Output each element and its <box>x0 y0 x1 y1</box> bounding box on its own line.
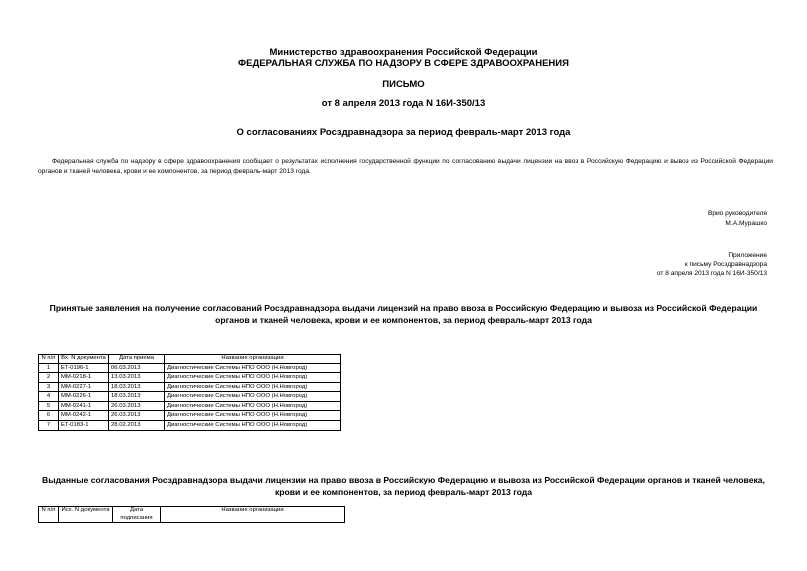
cell-doc: ET-0183-1 <box>59 421 109 431</box>
doc-type: ПИСЬМО <box>382 79 425 90</box>
cell-number: 2 <box>39 373 59 383</box>
col-header-doc-in: Вх. N документа <box>59 355 109 364</box>
col-header-org: Название организации <box>165 355 341 364</box>
cell-org: Диагностические Системы НПО ООО (Н.Новгород) <box>165 401 341 411</box>
body-paragraph: Федеральная служба по надзору в сфере здравоохранения сообщает о результатах исполнения государственной функции по согласованию выдачи лицензии на ввоз в Российскую Федерацию и вывоз из Российской Федерации органов и тканей человека, крови и ее компонентов, за период февраль-март 2013 года. <box>38 158 773 175</box>
appendix-label: Приложение <box>728 252 767 259</box>
table-row <box>39 411 341 421</box>
cell-doc: MM-0227-1 <box>59 382 109 392</box>
table-header-row <box>39 355 341 364</box>
cell-org: Диагностические Системы НПО ООО (Н.Новгород) <box>165 373 341 383</box>
cell-number: 6 <box>39 411 59 421</box>
cell-org: Диагностические Системы НПО ООО (Н.Новгород) <box>165 411 341 421</box>
cell-number: 3 <box>39 382 59 392</box>
appendix-date: от 8 апреля 2013 года N 16И-350/13 <box>656 270 767 277</box>
cell-date: 18.03.2013 <box>109 392 165 402</box>
cell-org: Диагностические Системы НПО ООО (Н.Новгород) <box>165 382 341 392</box>
col-header-number: N п/п <box>39 507 59 523</box>
cell-doc: MM-0218-1 <box>59 373 109 383</box>
col-header-number: N п/п <box>39 355 59 364</box>
service-name: ФЕДЕРАЛЬНАЯ СЛУЖБА ПО НАДЗОРУ В СФЕРЕ ЗДРАВООХРАНЕНИЯ <box>238 58 569 69</box>
doc-subject: О согласованиях Росздравнадзора за период февраль-март 2013 года <box>236 127 571 138</box>
signature-position: Врио руководителя <box>707 210 767 217</box>
approvals-table <box>38 506 345 523</box>
cell-org: Диагностические Системы НПО ООО (Н.Новгород) <box>165 421 341 431</box>
cell-doc: ET-0196-1 <box>59 363 109 373</box>
cell-org: Диагностические Системы НПО ООО (Н.Новгород) <box>165 363 341 373</box>
cell-date: 13.03.2013 <box>109 373 165 383</box>
table-row <box>39 382 341 392</box>
cell-org: Диагностические Системы НПО ООО (Н.Новгород) <box>165 392 341 402</box>
cell-date: 06.03.2013 <box>109 363 165 373</box>
ministry-name: Министерство здравоохранения Российской Федерации <box>269 47 538 58</box>
table-header-row <box>39 507 345 523</box>
table-row <box>39 373 341 383</box>
appendix-ref: к письму Росздравнадзора <box>684 261 767 268</box>
table-row <box>39 421 341 431</box>
cell-date: 28.02.2013 <box>109 421 165 431</box>
cell-number: 4 <box>39 392 59 402</box>
cell-doc: MM-0226-1 <box>59 392 109 402</box>
cell-date: 26.03.2013 <box>109 411 165 421</box>
doc-date-number: от 8 апреля 2013 года N 16И-350/13 <box>321 98 486 109</box>
cell-number: 5 <box>39 401 59 411</box>
cell-number: 7 <box>39 421 59 431</box>
signature-name: М.А.Мурашко <box>725 220 767 227</box>
cell-doc: MM-0241-1 <box>59 401 109 411</box>
section2-title: Выданные согласования Росздравнадзора выдачи лицензии на право ввоза в Российскую Федерацию и вывоза из Российской Федерации органов и тканей человека, крови и ее компонентов, за период февраль-март 2013 года <box>42 475 765 497</box>
table-row <box>39 401 341 411</box>
table-row <box>39 363 341 373</box>
col-header-org: Название организации <box>161 507 345 523</box>
section1-title: Принятые заявления на получение согласований Росздравнадзора выдачи лицензий на право ввоза в Российскую Федерацию и вывоза из Российской Федерации органов и тканей человека, крови и ее компонентов, за период февраль-март 2013 года <box>49 303 758 325</box>
cell-number: 1 <box>39 363 59 373</box>
applications-table <box>38 354 341 431</box>
col-header-date: Дата приема <box>109 355 165 364</box>
col-header-doc-out: Исх. N документа <box>59 507 113 523</box>
cell-date: 18.03.2013 <box>109 382 165 392</box>
table-row <box>39 392 341 402</box>
cell-date: 26.03.2013 <box>109 401 165 411</box>
cell-doc: MM-0242-1 <box>59 411 109 421</box>
col-header-sign-date: Дата подписания <box>113 507 161 523</box>
